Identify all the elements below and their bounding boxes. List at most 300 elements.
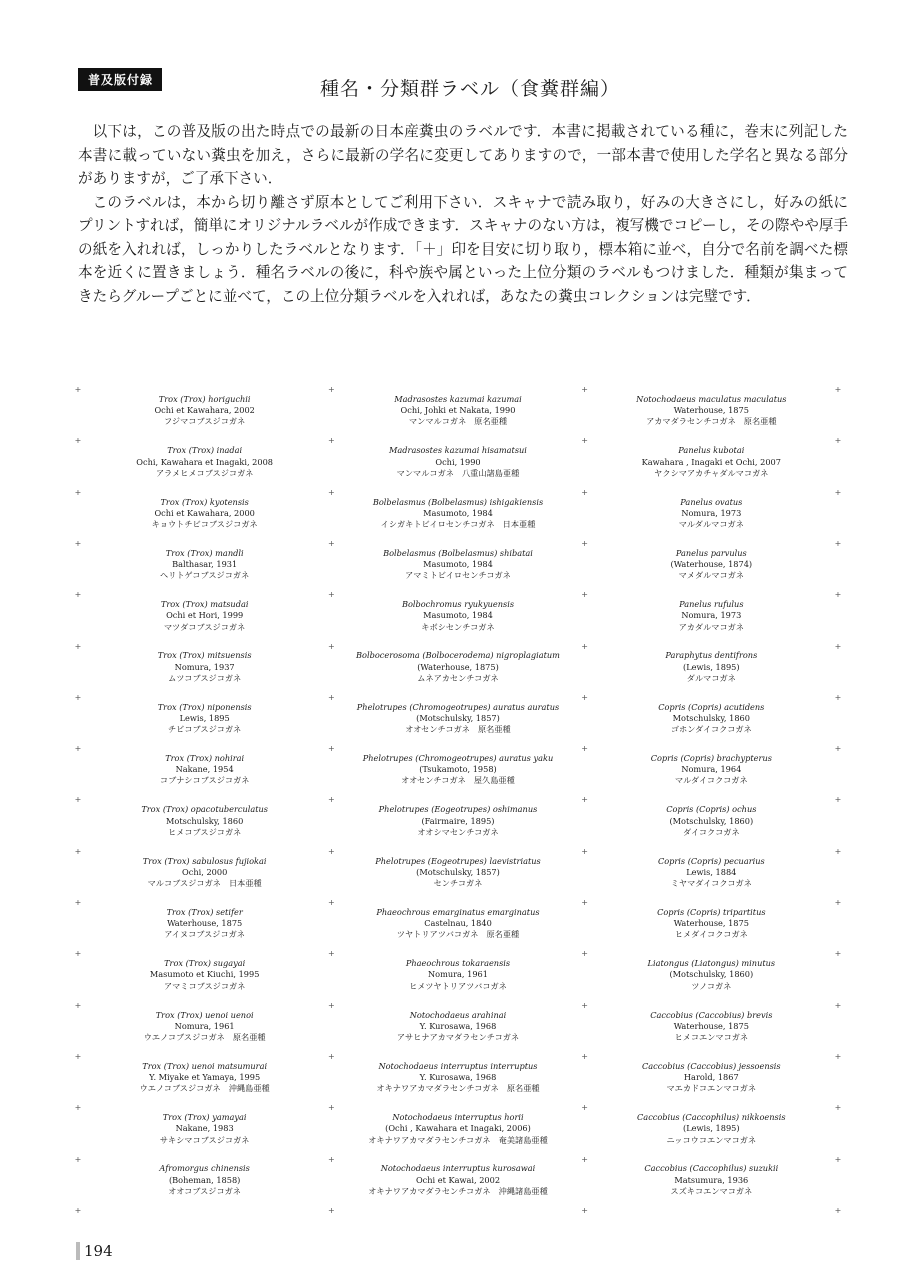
- author-year: Nakane, 1983: [175, 1123, 234, 1134]
- japanese-name-line: [585, 1186, 838, 1197]
- japanese-name-line: [585, 724, 838, 735]
- japanese-name: ツヤトリアツバコガネ: [396, 929, 479, 940]
- japanese-name-line: [585, 878, 838, 889]
- author-year: Nomura, 1964: [681, 764, 742, 775]
- cut-mark-icon: +: [834, 487, 842, 497]
- cut-mark-icon: +: [834, 385, 842, 394]
- japanese-name-line: [331, 570, 584, 581]
- cut-mark-icon: +: [581, 1154, 588, 1164]
- species-label: [585, 1006, 838, 1057]
- author-year: Motschulsky, 1860: [672, 712, 750, 723]
- author-year: Castelnau, 1840: [424, 918, 492, 929]
- japanese-name-line: [331, 416, 584, 427]
- species-label: [78, 852, 331, 903]
- scientific-name: Caccobius (Caccophilus) suzukii: [644, 1163, 779, 1174]
- section-tag: 普及版付録: [78, 68, 162, 91]
- japanese-name-line: [585, 1135, 838, 1146]
- species-label: [78, 646, 331, 697]
- cut-mark-icon: +: [327, 538, 335, 548]
- species-label: [585, 800, 838, 851]
- japanese-name-line: [331, 981, 584, 992]
- japanese-name-line: [585, 519, 838, 530]
- japanese-name-line: [78, 878, 331, 889]
- species-label: [331, 852, 584, 903]
- scientific-name: Panelus parvulus: [675, 547, 747, 558]
- scientific-name: Bolbelasmus (Bolbelasmus) shibatai: [383, 547, 533, 558]
- cut-mark-icon: +: [581, 898, 588, 907]
- cut-mark-icon: +: [834, 949, 842, 959]
- japanese-name-line: [585, 827, 838, 838]
- species-label: [78, 698, 331, 749]
- cut-mark-icon: +: [327, 1051, 335, 1061]
- cut-mark-icon: +: [581, 385, 588, 394]
- subspecies-note: 沖縄島亜種: [228, 1083, 270, 1094]
- scientific-name: Phaeochrous tokaraensis: [405, 958, 511, 969]
- japanese-name-line: [78, 724, 331, 735]
- species-label: [585, 595, 838, 646]
- japanese-name: スズキコエンマコガネ: [670, 1185, 753, 1196]
- japanese-name-line: [78, 929, 331, 940]
- scientific-name: Afromorgus chinensis: [159, 1163, 250, 1174]
- author-year: Masumoto, 1984: [423, 507, 493, 518]
- species-label: [331, 749, 584, 800]
- species-label: [331, 954, 584, 1005]
- japanese-name: ニッコウコエンマコガネ: [666, 1134, 757, 1145]
- scientific-name: Phelotrupes (Eogeotrupes) laevistriatus: [375, 855, 541, 866]
- author-year: Ochi et Kawai, 2002: [415, 1174, 501, 1185]
- author-year: Masumoto, 1984: [423, 610, 493, 621]
- cut-mark-icon: +: [834, 1051, 842, 1061]
- scientific-name: Trox (Trox) mitsuensis: [157, 650, 252, 661]
- species-label: [331, 1057, 584, 1108]
- cut-mark-icon: +: [834, 744, 842, 754]
- author-year: Ochi, 2000: [182, 866, 228, 877]
- japanese-name: ツノコガネ: [691, 980, 732, 991]
- subspecies-note: 日本亜種: [502, 519, 536, 529]
- japanese-name-line: [585, 570, 838, 581]
- japanese-name-line: [331, 1135, 584, 1146]
- species-label: [331, 1159, 584, 1210]
- scientific-name: Notochodaeus interruptus kurosawai: [380, 1163, 536, 1174]
- subspecies-note: 日本亜種: [228, 878, 262, 889]
- japanese-name-line: [331, 929, 584, 940]
- cut-mark-icon: +: [74, 538, 82, 548]
- cut-mark-icon: +: [327, 590, 335, 600]
- japanese-name-line: [331, 775, 584, 786]
- species-label: [585, 1057, 838, 1108]
- cut-mark-icon: +: [327, 1103, 335, 1113]
- species-label: [585, 1159, 838, 1210]
- author-year: Lewis, 1884: [686, 866, 737, 877]
- cut-mark-icon: +: [74, 487, 82, 497]
- cut-mark-icon: +: [834, 795, 842, 805]
- japanese-name-line: [331, 878, 584, 889]
- scientific-name: Madrasostes kazumai hisamatsui: [389, 445, 527, 456]
- cut-mark-icon: +: [327, 744, 335, 754]
- japanese-name: チビコブスジコガネ: [167, 724, 242, 735]
- japanese-name: マメダルマコガネ: [678, 570, 745, 581]
- scientific-name: Trox (Trox) nohirai: [165, 753, 245, 764]
- cut-mark-icon: +: [581, 641, 588, 651]
- species-label: [331, 544, 584, 595]
- japanese-name: ヘリトゲコブスジコガネ: [160, 570, 250, 581]
- japanese-name: ヤクシマアカチャダルマコガネ: [654, 467, 769, 478]
- cut-mark-icon: +: [327, 949, 335, 959]
- cut-mark-icon: +: [74, 795, 82, 805]
- cut-mark-icon: +: [581, 692, 588, 702]
- author-year: Ochi, Kawahara et Inagaki, 2008: [136, 456, 274, 467]
- japanese-name-line: [331, 468, 584, 479]
- cut-mark-icon: +: [74, 692, 82, 702]
- scientific-name: Panelus rufulus: [679, 599, 744, 610]
- scientific-name: Copris (Copris) ochus: [666, 804, 757, 815]
- subspecies-note: 原名亜種: [486, 929, 520, 940]
- author-year: Ochi, Johki et Nakata, 1990: [400, 405, 516, 416]
- author-year: Nomura, 1973: [681, 610, 742, 621]
- author-year: Ochi et Kawahara, 2000: [154, 507, 255, 518]
- japanese-name: マルダルマコガネ: [678, 519, 744, 529]
- scientific-name: Notochodaeus interruptus horii: [392, 1112, 524, 1123]
- author-year: (Waterhouse, 1875): [417, 661, 499, 672]
- author-year: Nomura, 1961: [174, 1020, 235, 1031]
- japanese-name: ムツコブスジコガネ: [168, 672, 242, 683]
- subspecies-note: 原名亜種: [474, 416, 508, 427]
- author-year: Nakane, 1954: [175, 764, 234, 775]
- subspecies-note: 奄美諸島亜種: [498, 1134, 548, 1145]
- author-year: Masumoto et Kiuchi, 1995: [149, 969, 260, 980]
- japanese-name-line: [585, 1032, 838, 1043]
- cut-mark-icon: +: [581, 436, 588, 446]
- japanese-name-line: [331, 827, 584, 838]
- author-year: Nomura, 1961: [428, 969, 488, 980]
- author-year: Matsumura, 1936: [674, 1174, 749, 1185]
- cut-mark-icon: +: [74, 846, 82, 856]
- author-year: Y. Kurosawa, 1968: [419, 1072, 497, 1083]
- cut-mark-icon: +: [327, 385, 335, 394]
- author-year: Masumoto, 1984: [423, 559, 493, 570]
- cut-mark-icon: +: [834, 846, 842, 856]
- cut-mark-icon: +: [327, 898, 335, 907]
- author-year: Ochi, 1990: [435, 456, 481, 467]
- scientific-name: Trox (Trox) opacotuberculatus: [141, 804, 269, 815]
- cut-mark-icon: +: [327, 1154, 335, 1164]
- japanese-name: オオセンチコガネ: [405, 724, 470, 735]
- scientific-name: Trox (Trox) uenoi uenoi: [155, 1009, 254, 1020]
- author-year: (Tsukamoto, 1958): [419, 764, 497, 775]
- cut-mark-icon: +: [834, 1000, 842, 1010]
- species-label: [331, 493, 584, 544]
- author-year: Kawahara , Inagaki et Ochi, 2007: [641, 456, 781, 467]
- author-year: Lewis, 1895: [179, 712, 230, 723]
- scientific-name: Trox (Trox) setifer: [166, 906, 243, 917]
- japanese-name: オオコブスジコガネ: [168, 1185, 242, 1196]
- japanese-name: イシガキトビイロセンチコガネ: [380, 519, 495, 529]
- species-label: [585, 749, 838, 800]
- japanese-name: コブナシコブスジコガネ: [159, 775, 250, 786]
- species-label: [78, 903, 331, 954]
- japanese-name-line: [585, 981, 838, 992]
- species-label: [585, 544, 838, 595]
- japanese-name-line: [78, 1186, 331, 1197]
- species-label: [331, 390, 584, 441]
- japanese-name-line: [78, 1083, 331, 1094]
- scientific-name: Trox (Trox) matsudai: [160, 599, 249, 610]
- species-label: [78, 595, 331, 646]
- scientific-name: Caccobius (Caccophilus) nikkoensis: [637, 1112, 786, 1123]
- species-label: [78, 1159, 331, 1210]
- species-label: [78, 954, 331, 1005]
- scientific-name: Phelotrupes (Chromogeotrupes) auratus yaku: [362, 753, 554, 764]
- cut-mark-icon: +: [834, 1103, 842, 1113]
- cut-mark-icon: +: [834, 538, 842, 548]
- author-year: (Motschulsky, 1860): [669, 969, 754, 980]
- scientific-name: Phaeochrous emarginatus emarginatus: [376, 906, 540, 917]
- author-year: (Ochi , Kawahara et Inagaki, 2006): [385, 1123, 531, 1134]
- scientific-name: Caccobius (Caccobius) brevis: [650, 1009, 773, 1020]
- species-label: [331, 903, 584, 954]
- japanese-name: ムネアカセンチコガネ: [417, 672, 499, 683]
- species-label: [78, 1006, 331, 1057]
- japanese-name: アマミトビイロセンチコガネ: [405, 570, 511, 581]
- cut-mark-icon: +: [74, 385, 82, 394]
- species-label: [331, 800, 584, 851]
- scientific-name: Notochodaeus maculatus maculatus: [636, 394, 787, 404]
- cut-mark-icon: +: [74, 1000, 82, 1010]
- cut-mark-icon: +: [327, 795, 335, 805]
- japanese-name-line: [331, 673, 584, 684]
- author-year: (Lewis, 1895): [683, 1123, 740, 1134]
- author-year: Ochi et Kawahara, 2002: [154, 405, 255, 416]
- japanese-name: ミヤマダイコクコガネ: [670, 878, 752, 889]
- japanese-name: マエカドコエンマコガネ: [666, 1083, 757, 1094]
- species-label: [585, 441, 838, 492]
- cut-mark-icon: +: [327, 1000, 335, 1010]
- subspecies-note: 原名亜種: [506, 1083, 540, 1094]
- japanese-name: アサヒナアカマダラセンチコガネ: [396, 1031, 520, 1042]
- cut-mark-icon: +: [74, 1103, 82, 1113]
- species-label: [585, 903, 838, 954]
- cut-mark-icon: +: [581, 949, 588, 959]
- species-label: [331, 1006, 584, 1057]
- scientific-name: Copris (Copris) brachypterus: [650, 753, 772, 764]
- japanese-name: マンマルコガネ: [396, 467, 454, 478]
- subspecies-note: 沖縄諸島亜種: [498, 1185, 548, 1196]
- japanese-name: サキシマコブスジコガネ: [159, 1134, 250, 1145]
- scientific-name: Copris (Copris) acutidens: [658, 701, 765, 712]
- japanese-name-line: [585, 622, 838, 633]
- scientific-name: Notochodaeus interruptus interruptus: [378, 1060, 538, 1071]
- subspecies-note: 原名亜種: [743, 416, 777, 427]
- cut-mark-icon: +: [327, 846, 335, 856]
- cut-mark-icon: +: [581, 1205, 588, 1215]
- author-year: (Motschulsky, 1860): [669, 815, 754, 826]
- japanese-name: アマミコブスジコガネ: [163, 980, 246, 991]
- species-label: [78, 1057, 331, 1108]
- cut-mark-icon: +: [581, 1000, 588, 1010]
- author-year: Balthasar, 1931: [172, 559, 238, 570]
- japanese-name: マンマルコガネ: [408, 416, 467, 427]
- author-year: (Motschulsky, 1857): [416, 712, 500, 723]
- japanese-name: ダイコクコガネ: [682, 826, 740, 837]
- japanese-name-line: [585, 416, 838, 427]
- japanese-name: キョウトチビコブスジコガネ: [151, 519, 258, 529]
- japanese-name-line: [585, 775, 838, 786]
- scientific-name: Trox (Trox) horiguchii: [158, 394, 251, 404]
- cut-mark-icon: +: [74, 1205, 82, 1215]
- cut-mark-icon: +: [581, 1051, 588, 1061]
- scientific-name: Caccobius (Caccobius) jessoensis: [642, 1060, 781, 1071]
- species-label: [78, 441, 331, 492]
- species-label: [331, 1108, 584, 1159]
- cut-mark-icon: +: [834, 692, 842, 702]
- japanese-name-line: [78, 622, 331, 633]
- scientific-name: Bolbocerosoma (Bolbocerodema) nigroplagiatum: [356, 650, 560, 661]
- cut-mark-icon: +: [581, 744, 588, 754]
- author-year: (Boheman, 1858): [168, 1174, 241, 1185]
- japanese-name: フジマコブスジコガネ: [164, 416, 246, 427]
- japanese-name: オキナワアカマダラセンチコガネ: [368, 1134, 491, 1145]
- cut-mark-icon: +: [834, 1205, 842, 1215]
- cut-mark-icon: +: [581, 487, 588, 497]
- intro-text: [78, 120, 848, 308]
- cut-mark-icon: +: [581, 538, 588, 548]
- scientific-name: Phelotrupes (Eogeotrupes) oshimanus: [378, 804, 538, 815]
- cut-mark-icon: +: [327, 1205, 335, 1215]
- label-grid: [78, 390, 838, 1210]
- scientific-name: Bolbochromus ryukyuensis: [401, 599, 515, 610]
- japanese-name: キボシセンチコガネ: [421, 621, 495, 632]
- cut-mark-icon: +: [74, 436, 82, 446]
- japanese-name: センチコガネ: [433, 878, 483, 889]
- japanese-name: ウエノコブスジコガネ: [139, 1083, 221, 1094]
- cut-mark-icon: +: [74, 898, 82, 907]
- page-number: 194: [76, 1242, 113, 1260]
- author-year: Ochi et Hori, 1999: [166, 610, 244, 621]
- japanese-name-line: [78, 416, 331, 427]
- japanese-name: マツダコブスジコガネ: [164, 621, 246, 632]
- japanese-name-line: [585, 468, 838, 479]
- japanese-name-line: [585, 1083, 838, 1094]
- cut-mark-icon: +: [74, 1051, 82, 1061]
- species-label: [585, 852, 838, 903]
- author-year: (Waterhouse, 1874): [670, 559, 753, 570]
- author-year: (Motschulsky, 1857): [416, 866, 500, 877]
- cut-mark-icon: +: [834, 898, 842, 907]
- japanese-name: アラメヒメコブスジコガネ: [155, 467, 254, 478]
- cut-mark-icon: +: [74, 744, 82, 754]
- japanese-name: オキナワアカマダラセンチコガネ: [376, 1083, 499, 1094]
- scientific-name: Phelotrupes (Chromogeotrupes) auratus auratus: [356, 701, 560, 712]
- species-label: [585, 646, 838, 697]
- species-label: [331, 595, 584, 646]
- author-year: Motschulsky, 1860: [166, 815, 244, 826]
- scientific-name: Paraphytus dentifrons: [665, 650, 758, 661]
- japanese-name: ゴホンダイコクコガネ: [670, 724, 752, 735]
- japanese-name: マルダイコクコガネ: [674, 775, 748, 786]
- species-label: [78, 749, 331, 800]
- japanese-name-line: [78, 673, 331, 684]
- cut-mark-icon: +: [74, 590, 82, 600]
- species-label: [78, 390, 331, 441]
- cut-mark-icon: +: [74, 1154, 82, 1164]
- species-label: [585, 698, 838, 749]
- scientific-name: Trox (Trox) sugayai: [164, 958, 246, 969]
- japanese-name-line: [331, 1032, 584, 1043]
- japanese-name: アカダルマコガネ: [678, 621, 745, 632]
- japanese-name: マルコブスジコガネ: [147, 878, 221, 889]
- scientific-name: Copris (Copris) tripartitus: [657, 906, 766, 917]
- author-year: (Lewis, 1895): [683, 661, 740, 672]
- scientific-name: Trox (Trox) mandli: [165, 547, 244, 558]
- scientific-name: Trox (Trox) kyotensis: [160, 496, 249, 507]
- cut-mark-icon: +: [581, 795, 588, 805]
- japanese-name-line: [78, 1135, 331, 1146]
- japanese-name-line: [78, 1032, 331, 1043]
- author-year: Harold, 1867: [683, 1072, 739, 1083]
- intro-paragraph-1: 以下は，この普及版の出た時点での最新の日本産糞虫のラベルです．本書に掲載されている種に，巻末に列記した本書に載っていない糞虫を加え，さらに最新の学名に変更してありますので，一部本書で使用した学名と異なる部分がありますが，ご了承下さい．: [78, 123, 848, 187]
- cut-mark-icon: +: [327, 436, 335, 446]
- cut-mark-icon: +: [581, 846, 588, 856]
- scientific-name: Panelus kubotai: [678, 445, 745, 456]
- japanese-name: ヒメダイコクコガネ: [674, 929, 748, 940]
- scientific-name: Trox (Trox) sabulosus fujiokai: [142, 855, 267, 866]
- japanese-name-line: [78, 468, 331, 479]
- author-year: Y. Kurosawa, 1968: [419, 1020, 497, 1031]
- scientific-name: Bolbelasmus (Bolbelasmus) ishigakiensis: [372, 496, 544, 507]
- species-label: [331, 646, 584, 697]
- cut-mark-icon: +: [834, 436, 842, 446]
- subspecies-note: 八重山諸島亜種: [461, 467, 520, 478]
- cut-mark-icon: +: [327, 487, 335, 497]
- japanese-name-line: [331, 622, 584, 633]
- japanese-name: オオセンチコガネ: [401, 775, 466, 786]
- author-year: Waterhouse, 1875: [673, 405, 749, 416]
- scientific-name: Trox (Trox) yamayai: [162, 1112, 247, 1123]
- species-label: [585, 954, 838, 1005]
- japanese-name-line: [78, 775, 331, 786]
- subspecies-note: 原名亜種: [477, 724, 511, 735]
- species-label: [585, 390, 838, 441]
- species-label: [331, 441, 584, 492]
- japanese-name-line: [78, 570, 331, 581]
- page-title: 種名・分類群ラベル（食糞群編）: [319, 78, 620, 100]
- japanese-name: ウエノコブスジコガネ: [143, 1031, 225, 1042]
- author-year: Waterhouse, 1875: [673, 1020, 749, 1031]
- cut-mark-icon: +: [74, 949, 82, 959]
- intro-paragraph-2: このラベルは，本から切り離さず原本としてご利用下さい．スキャナで読み取り，好みの大きさにし，好みの紙にプリントすれば，簡単にオリジナルラベルが作成できます．スキャナのない方は，複写機でコピーし，その際やや厚手の紙を入れれば，しっかりしたラベルとなります．「＋」印を目安に切り取り，標本箱に並べ，自分で名前を調べた標本を近くに置きましょう．種名ラベルの後に，科や族や属といった上位分類のラベルもつけました．種類が集まってきたらグループごとに並べて，この上位分類ラベルを入れれば，あなたの糞虫コレクションは完璧です．: [78, 193, 848, 305]
- subspecies-note: 屋久島亜種: [473, 775, 515, 786]
- cut-mark-icon: +: [834, 590, 842, 600]
- scientific-name: Panelus ovatus: [680, 496, 743, 507]
- scientific-name: Madrasostes kazumai kazumai: [394, 394, 522, 404]
- scientific-name: Trox (Trox) inadai: [167, 445, 243, 456]
- scientific-name: Trox (Trox) uenoi matsumurai: [142, 1060, 268, 1071]
- species-label: [78, 544, 331, 595]
- cut-mark-icon: +: [74, 641, 82, 651]
- japanese-name: ヒメツヤトリアツバコガネ: [409, 980, 507, 991]
- scientific-name: Liatongus (Liatongus) minutus: [647, 958, 776, 969]
- scientific-name: Trox (Trox) niponensis: [157, 701, 252, 712]
- author-year: Y. Miyake et Yamaya, 1995: [149, 1072, 261, 1083]
- japanese-name: ダルマコガネ: [686, 672, 736, 683]
- author-year: Waterhouse, 1875: [167, 918, 243, 929]
- cut-mark-icon: +: [327, 641, 335, 651]
- japanese-name: アイヌコブスジコガネ: [164, 929, 246, 940]
- japanese-name-line: [331, 1083, 584, 1094]
- author-year: Nomura, 1973: [681, 507, 742, 518]
- species-label: [78, 800, 331, 851]
- japanese-name: ヒメコエンマコガネ: [674, 1031, 749, 1042]
